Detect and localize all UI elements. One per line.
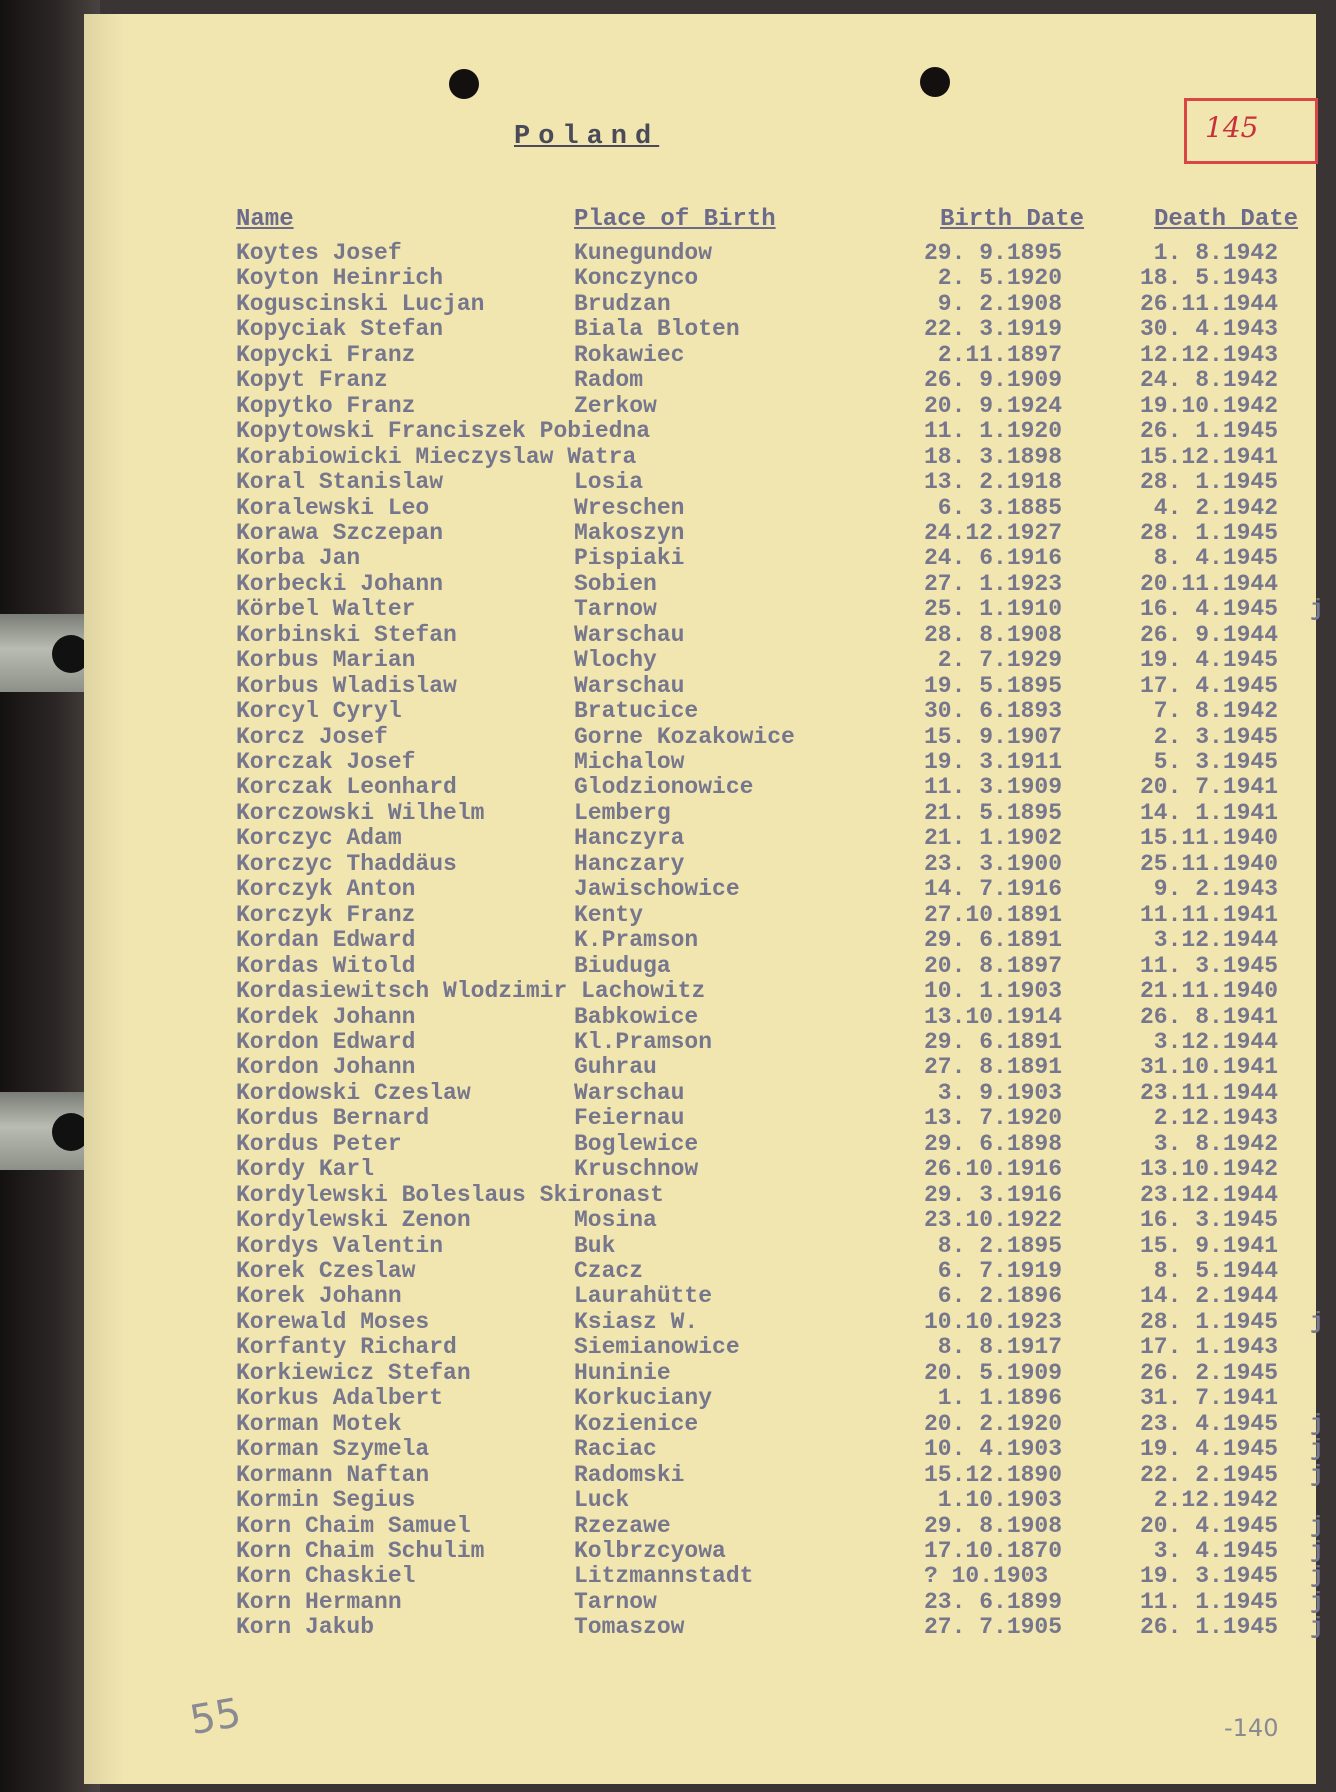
- cell-birth-date: 2. 5.1920: [924, 265, 1063, 292]
- cell-birth-date: 10. 1.1903: [924, 978, 1063, 1005]
- cell-name: Kordy Karl: [236, 1156, 375, 1183]
- cell-mark: j: [1310, 1461, 1324, 1488]
- cell-death-date: 11. 1.1945: [1140, 1588, 1279, 1615]
- cell-death-date: 3.12.1944: [1140, 927, 1279, 954]
- table-row: [84, 978, 1314, 1004]
- cell-mark: j: [1310, 1537, 1324, 1564]
- cell-mark: j: [1310, 1308, 1324, 1335]
- cell-death-date: 21.11.1940: [1140, 978, 1279, 1005]
- table-row: [84, 1080, 1314, 1106]
- cell-name: Korkiewicz Stefan: [236, 1359, 471, 1386]
- column-header-birth: Birth Date: [940, 206, 1085, 233]
- cell-death-date: 15.11.1940: [1140, 825, 1279, 852]
- cell-birth-date: 23. 6.1899: [924, 1588, 1063, 1615]
- cell-place: Jawischowice: [574, 876, 740, 903]
- cell-birth-date: 17.10.1870: [924, 1537, 1063, 1564]
- cell-place: Sobien: [574, 570, 657, 597]
- cell-name: Körbel Walter: [236, 596, 416, 623]
- cell-place: Kl.Pramson: [574, 1028, 713, 1055]
- cell-birth-date: 21. 5.1895: [924, 799, 1063, 826]
- cell-birth-date: 27. 1.1923: [924, 570, 1063, 597]
- cell-death-date: 30. 4.1943: [1140, 316, 1279, 343]
- cell-birth-date: 24.12.1927: [924, 519, 1063, 546]
- cell-name: Kordon Edward: [236, 1028, 416, 1055]
- table-row: [84, 724, 1314, 750]
- cell-birth-date: 29. 9.1895: [924, 240, 1063, 266]
- cell-place: Michalow: [574, 749, 685, 775]
- cell-birth-date: 20. 2.1920: [924, 1410, 1063, 1437]
- cell-death-date: 7. 8.1942: [1140, 698, 1279, 725]
- cell-death-date: 28. 1.1945: [1140, 1308, 1279, 1335]
- cell-death-date: 16. 4.1945: [1140, 596, 1279, 623]
- cell-death-date: 19. 4.1945: [1140, 647, 1279, 674]
- cell-name: Korczyk Anton: [236, 876, 416, 903]
- punch-hole-icon: [449, 69, 479, 99]
- cell-death-date: 15. 9.1941: [1140, 1232, 1279, 1259]
- cell-death-date: 8. 4.1945: [1140, 545, 1279, 572]
- cell-name: Korczyk Franz: [236, 901, 416, 928]
- cell-birth-date: 8. 2.1895: [924, 1232, 1063, 1259]
- cell-mark: j: [1310, 1512, 1324, 1539]
- cell-mark: j: [1310, 1410, 1324, 1437]
- cell-name: Korfanty Richard: [236, 1334, 457, 1361]
- cell-place: Guhrau: [574, 1054, 657, 1081]
- table-row: [84, 1461, 1324, 1488]
- cell-place: Konczynco: [574, 265, 699, 292]
- table-row: [84, 342, 1314, 368]
- table-row: [84, 673, 1314, 699]
- cell-name: Korczak Leonhard: [236, 774, 457, 801]
- table-row: [84, 1207, 1314, 1233]
- cell-name: Kopytowski Franciszek Pobiedna: [236, 418, 651, 445]
- cell-place: Feiernau: [574, 1105, 685, 1132]
- cell-name: Kordas Witold: [236, 952, 416, 979]
- table-row: [84, 876, 1314, 902]
- cell-place: Wreschen: [574, 494, 685, 521]
- cell-name: Kopytko Franz: [236, 392, 416, 419]
- cell-death-date: 31. 7.1941: [1140, 1385, 1279, 1412]
- cell-death-date: 11. 3.1945: [1140, 952, 1279, 979]
- cell-place: Rzezawe: [574, 1512, 671, 1539]
- cell-place: Makoszyn: [574, 519, 685, 546]
- cell-name: Korek Czeslaw: [236, 1258, 416, 1284]
- table-row: [84, 774, 1314, 800]
- cell-death-date: 26. 8.1941: [1140, 1003, 1279, 1030]
- cell-death-date: 3. 8.1942: [1140, 1130, 1279, 1157]
- table-row: [84, 1385, 1314, 1411]
- table-row: [84, 749, 1314, 775]
- cell-name: Korabiowicki Mieczyslaw Watra: [236, 443, 637, 470]
- cell-birth-date: 2. 7.1929: [924, 647, 1063, 674]
- cell-name: Korbinski Stefan: [236, 621, 457, 648]
- cell-name: Korba Jan: [236, 545, 361, 572]
- cell-name: Koralewski Leo: [236, 494, 430, 521]
- table-row: [84, 1054, 1314, 1080]
- cell-name: Korczak Josef: [236, 749, 416, 775]
- cell-death-date: 13.10.1942: [1140, 1156, 1279, 1183]
- cell-birth-date: 26.10.1916: [924, 1156, 1063, 1183]
- cell-death-date: 26. 9.1944: [1140, 621, 1279, 648]
- cell-death-date: 1. 8.1942: [1140, 240, 1279, 266]
- table-row: [84, 1233, 1314, 1259]
- cell-place: Buk: [574, 1232, 616, 1259]
- table-row: [84, 927, 1314, 953]
- cell-birth-date: 13. 2.1918: [924, 469, 1063, 496]
- table-row: [84, 1512, 1324, 1539]
- cell-name: Korek Johann: [236, 1283, 402, 1310]
- cell-death-date: 15.12.1941: [1140, 443, 1279, 470]
- cell-birth-date: 10. 4.1903: [924, 1436, 1063, 1463]
- cell-death-date: 12.12.1943: [1140, 341, 1279, 368]
- cell-place: Laurahütte: [574, 1283, 713, 1310]
- cell-death-date: 16. 3.1945: [1140, 1207, 1279, 1234]
- cell-birth-date: 20. 5.1909: [924, 1359, 1063, 1386]
- cell-death-date: 2. 3.1945: [1140, 723, 1279, 750]
- column-header-place: Place of Birth: [574, 206, 776, 233]
- cell-place: Gorne Kozakowice: [574, 723, 795, 750]
- cell-birth-date: 25. 1.1910: [924, 596, 1063, 623]
- table-row: [84, 825, 1314, 851]
- cell-place: Radomski: [574, 1461, 685, 1488]
- cell-death-date: 24. 8.1942: [1140, 367, 1279, 394]
- table-row: [84, 596, 1324, 623]
- cell-birth-date: 11. 3.1909: [924, 774, 1063, 801]
- table-row: [84, 698, 1314, 724]
- page-title: Poland: [514, 122, 660, 152]
- cell-birth-date: 6. 3.1885: [924, 494, 1063, 521]
- cell-death-date: 20. 4.1945: [1140, 1512, 1279, 1539]
- cell-name: Korczyc Thaddäus: [236, 850, 457, 877]
- cell-mark: j: [1310, 596, 1324, 623]
- cell-place: Biala Bloten: [574, 316, 740, 343]
- cell-place: Biuduga: [574, 952, 671, 979]
- cell-place: Korkuciany: [574, 1385, 713, 1412]
- cell-name: Korn Jakub: [236, 1614, 375, 1641]
- cell-mark: j: [1310, 1588, 1324, 1615]
- cell-death-date: 19.10.1942: [1140, 392, 1279, 419]
- table-row: [84, 571, 1314, 597]
- cell-name: Korkus Adalbert: [236, 1385, 444, 1412]
- cell-name: Korczyc Adam: [236, 825, 402, 852]
- cell-death-date: 25.11.1940: [1140, 850, 1279, 877]
- table-row: [84, 265, 1314, 291]
- table-row: [84, 1487, 1314, 1513]
- cell-birth-date: 30. 6.1893: [924, 698, 1063, 725]
- cell-birth-date: 24. 6.1916: [924, 545, 1063, 572]
- cell-death-date: 26. 2.1945: [1140, 1359, 1279, 1386]
- table-row: [84, 851, 1314, 877]
- cell-name: Kopyt Franz: [236, 367, 388, 394]
- cell-name: Kordasiewitsch Wlodzimir Lachowitz: [236, 978, 706, 1005]
- table-row: [84, 647, 1314, 673]
- cell-birth-date: 29. 3.1916: [924, 1181, 1063, 1208]
- cell-birth-date: 19. 5.1895: [924, 672, 1063, 699]
- table-row: [84, 1156, 1314, 1182]
- cell-place: Brudzan: [574, 290, 671, 317]
- cell-mark: j: [1310, 1563, 1324, 1590]
- cell-birth-date: ? 10.1903: [924, 1563, 1049, 1590]
- cell-birth-date: 29. 6.1891: [924, 927, 1063, 954]
- cell-birth-date: 27. 7.1905: [924, 1614, 1063, 1641]
- cell-name: Korczowski Wilhelm: [236, 799, 485, 826]
- cell-place: Kozienice: [574, 1410, 699, 1437]
- punch-hole-icon: [920, 67, 950, 97]
- cell-place: Tarnow: [574, 1588, 657, 1615]
- cell-name: Kordus Bernard: [236, 1105, 430, 1132]
- cell-place: Boglewice: [574, 1130, 699, 1157]
- cell-name: Korn Chaim Samuel: [236, 1512, 471, 1539]
- cell-death-date: 26. 1.1945: [1140, 1614, 1279, 1641]
- table-row: [84, 1614, 1324, 1641]
- table-row: [84, 622, 1314, 648]
- cell-place: Tomaszow: [574, 1614, 685, 1641]
- table-row: [84, 1105, 1314, 1131]
- cell-place: Kolbrzcyowa: [574, 1537, 726, 1564]
- cell-birth-date: 19. 3.1911: [924, 749, 1063, 775]
- table-row: [84, 1308, 1324, 1335]
- table-row: [84, 367, 1314, 393]
- cell-birth-date: 9. 2.1908: [924, 290, 1063, 317]
- cell-name: Korbecki Johann: [236, 570, 444, 597]
- cell-name: Kopyciak Stefan: [236, 316, 444, 343]
- handwritten-note-bottom-left: 55: [186, 1689, 245, 1745]
- cell-name: Kopycki Franz: [236, 341, 416, 368]
- cell-name: Kormin Segius: [236, 1487, 416, 1514]
- cell-death-date: 11.11.1941: [1140, 901, 1279, 928]
- cell-place: Tarnow: [574, 596, 657, 623]
- cell-death-date: 31.10.1941: [1140, 1054, 1279, 1081]
- cell-death-date: 23.11.1944: [1140, 1079, 1279, 1106]
- cell-name: Koytes Josef: [236, 240, 402, 266]
- cell-birth-date: 14. 7.1916: [924, 876, 1063, 903]
- cell-death-date: 9. 2.1943: [1140, 876, 1279, 903]
- cell-birth-date: 28. 8.1908: [924, 621, 1063, 648]
- cell-place: Ksiasz W.: [574, 1308, 699, 1335]
- cell-death-date: 18. 5.1943: [1140, 265, 1279, 292]
- cell-birth-date: 13.10.1914: [924, 1003, 1063, 1030]
- cell-place: K.Pramson: [574, 927, 699, 954]
- cell-birth-date: 23.10.1922: [924, 1207, 1063, 1234]
- cell-place: Bratucice: [574, 698, 699, 725]
- cell-name: Koyton Heinrich: [236, 265, 444, 292]
- cell-death-date: 20.11.1944: [1140, 570, 1279, 597]
- cell-death-date: 19. 3.1945: [1140, 1563, 1279, 1590]
- cell-death-date: 22. 2.1945: [1140, 1461, 1279, 1488]
- cell-birth-date: 3. 9.1903: [924, 1079, 1063, 1106]
- cell-name: Kordek Johann: [236, 1003, 416, 1030]
- cell-name: Korcyl Cyryl: [236, 698, 402, 725]
- cell-place: Zerkow: [574, 392, 657, 419]
- cell-name: Korbus Marian: [236, 647, 416, 674]
- cell-death-date: 19. 4.1945: [1140, 1436, 1279, 1463]
- table-row: [84, 800, 1314, 826]
- cell-birth-date: 23. 3.1900: [924, 850, 1063, 877]
- cell-name: Kordus Peter: [236, 1130, 402, 1157]
- column-header-death: Death Date: [1154, 206, 1299, 233]
- table-row: [84, 393, 1314, 419]
- cell-place: Raciac: [574, 1436, 657, 1463]
- cell-birth-date: 27.10.1891: [924, 901, 1063, 928]
- cell-name: Korman Motek: [236, 1410, 402, 1437]
- table-row: [84, 240, 1314, 266]
- cell-name: Kordowski Czeslaw: [236, 1079, 471, 1106]
- cell-place: Hanczary: [574, 850, 685, 877]
- table-row: [84, 1436, 1324, 1463]
- cell-name: Korn Chaim Schulim: [236, 1537, 485, 1564]
- document-page: [84, 14, 1324, 1784]
- cell-birth-date: 18. 3.1898: [924, 443, 1063, 470]
- table-row: [84, 1004, 1314, 1030]
- cell-birth-date: 26. 9.1909: [924, 367, 1063, 394]
- table-row: [84, 545, 1314, 571]
- table-row: [84, 1563, 1324, 1590]
- cell-death-date: 3. 4.1945: [1140, 1537, 1279, 1564]
- cell-death-date: 4. 2.1942: [1140, 494, 1279, 521]
- cell-name: Korn Hermann: [236, 1588, 402, 1615]
- column-header-name: Name: [236, 206, 294, 233]
- cell-name: Koguscinski Lucjan: [236, 290, 485, 317]
- cell-birth-date: 6. 2.1896: [924, 1283, 1063, 1310]
- cell-place: Babkowice: [574, 1003, 699, 1030]
- cell-place: Hanczyra: [574, 825, 685, 852]
- cell-death-date: 2.12.1942: [1140, 1487, 1279, 1514]
- cell-death-date: 28. 1.1945: [1140, 469, 1279, 496]
- cell-birth-date: 8. 8.1917: [924, 1334, 1063, 1361]
- cell-place: Czacz: [574, 1258, 644, 1284]
- cell-birth-date: 1. 1.1896: [924, 1385, 1063, 1412]
- table-row: [84, 1410, 1324, 1437]
- table-row: [84, 1537, 1324, 1564]
- cell-place: Pispiaki: [574, 545, 685, 572]
- table-row: [84, 953, 1314, 979]
- cell-name: Kordan Edward: [236, 927, 416, 954]
- table-row: [84, 1258, 1314, 1284]
- page-number-stamp: [1184, 98, 1318, 164]
- cell-death-date: 17. 4.1945: [1140, 672, 1279, 699]
- cell-place: Lemberg: [574, 799, 671, 826]
- cell-place: Wlochy: [574, 647, 657, 674]
- cell-place: Kunegundow: [574, 240, 713, 266]
- cell-place: Losia: [574, 469, 644, 496]
- cell-name: Korbus Wladislaw: [236, 672, 457, 699]
- cell-name: Kordylewski Zenon: [236, 1207, 471, 1234]
- table-row: [84, 1334, 1314, 1360]
- cell-place: Huninie: [574, 1359, 671, 1386]
- table-row: [84, 444, 1314, 470]
- cell-place: Mosina: [574, 1207, 657, 1234]
- cell-birth-date: 29. 6.1898: [924, 1130, 1063, 1157]
- cell-death-date: 28. 1.1945: [1140, 519, 1279, 546]
- cell-birth-date: 11. 1.1920: [924, 418, 1063, 445]
- cell-name: Korman Szymela: [236, 1436, 430, 1463]
- cell-death-date: 3.12.1944: [1140, 1028, 1279, 1055]
- table-row: [84, 1182, 1314, 1208]
- cell-death-date: 26.11.1944: [1140, 290, 1279, 317]
- cell-birth-date: 1.10.1903: [924, 1487, 1063, 1514]
- cell-name: Korn Chaskiel: [236, 1563, 416, 1590]
- cell-birth-date: 6. 7.1919: [924, 1258, 1063, 1284]
- cell-name: Korawa Szczepan: [236, 519, 444, 546]
- table-row: [84, 520, 1314, 546]
- cell-death-date: 2.12.1943: [1140, 1105, 1279, 1132]
- cell-name: Kormann Naftan: [236, 1461, 430, 1488]
- cell-birth-date: 29. 6.1891: [924, 1028, 1063, 1055]
- table-row: [84, 418, 1314, 444]
- table-row: [84, 1588, 1324, 1615]
- cell-death-date: 26. 1.1945: [1140, 418, 1279, 445]
- cell-name: Kordon Johann: [236, 1054, 416, 1081]
- cell-place: Siemianowice: [574, 1334, 740, 1361]
- table-row: [84, 1131, 1314, 1157]
- cell-place: Litzmannstadt: [574, 1563, 754, 1590]
- stamp-number: 145: [1205, 111, 1259, 144]
- cell-birth-date: 13. 7.1920: [924, 1105, 1063, 1132]
- cell-death-date: 23.12.1944: [1140, 1181, 1279, 1208]
- cell-place: Radom: [574, 367, 644, 394]
- cell-name: Korcz Josef: [236, 723, 388, 750]
- cell-place: Warschau: [574, 1079, 685, 1106]
- cell-birth-date: 21. 1.1902: [924, 825, 1063, 852]
- cell-place: Kruschnow: [574, 1156, 699, 1183]
- cell-name: Kordylewski Boleslaus Skironast: [236, 1181, 664, 1208]
- table-row: [84, 902, 1314, 928]
- cell-mark: j: [1310, 1436, 1324, 1463]
- cell-death-date: 17. 1.1943: [1140, 1334, 1279, 1361]
- cell-birth-date: 20. 9.1924: [924, 392, 1063, 419]
- cell-birth-date: 20. 8.1897: [924, 952, 1063, 979]
- cell-birth-date: 27. 8.1891: [924, 1054, 1063, 1081]
- cell-birth-date: 15. 9.1907: [924, 723, 1063, 750]
- cell-place: Warschau: [574, 672, 685, 699]
- cell-death-date: 14. 1.1941: [1140, 799, 1279, 826]
- cell-birth-date: 2.11.1897: [924, 341, 1063, 368]
- cell-death-date: 8. 5.1944: [1140, 1258, 1279, 1284]
- cell-name: Koral Stanislaw: [236, 469, 444, 496]
- cell-place: Luck: [574, 1487, 630, 1514]
- table-row: [84, 316, 1314, 342]
- table-row: [84, 1283, 1314, 1309]
- table-row: [84, 291, 1314, 317]
- cell-birth-date: 10.10.1923: [924, 1308, 1063, 1335]
- handwritten-note-bottom-right: -140: [1224, 1714, 1279, 1742]
- cell-place: Kenty: [574, 901, 644, 928]
- cell-death-date: 23. 4.1945: [1140, 1410, 1279, 1437]
- cell-death-date: 5. 3.1945: [1140, 749, 1279, 775]
- table-row: [84, 1360, 1314, 1386]
- table-row: [84, 1029, 1314, 1055]
- cell-place: Warschau: [574, 621, 685, 648]
- cell-mark: j: [1310, 1614, 1324, 1641]
- cell-name: Kordys Valentin: [236, 1232, 444, 1259]
- cell-birth-date: 22. 3.1919: [924, 316, 1063, 343]
- table-row: [84, 469, 1314, 495]
- cell-death-date: 14. 2.1944: [1140, 1283, 1279, 1310]
- cell-birth-date: 29. 8.1908: [924, 1512, 1063, 1539]
- cell-death-date: 20. 7.1941: [1140, 774, 1279, 801]
- cell-name: Korewald Moses: [236, 1308, 430, 1335]
- table-row: [84, 495, 1314, 521]
- cell-place: Glodzionowice: [574, 774, 754, 801]
- cell-birth-date: 15.12.1890: [924, 1461, 1063, 1488]
- cell-place: Rokawiec: [574, 341, 685, 368]
